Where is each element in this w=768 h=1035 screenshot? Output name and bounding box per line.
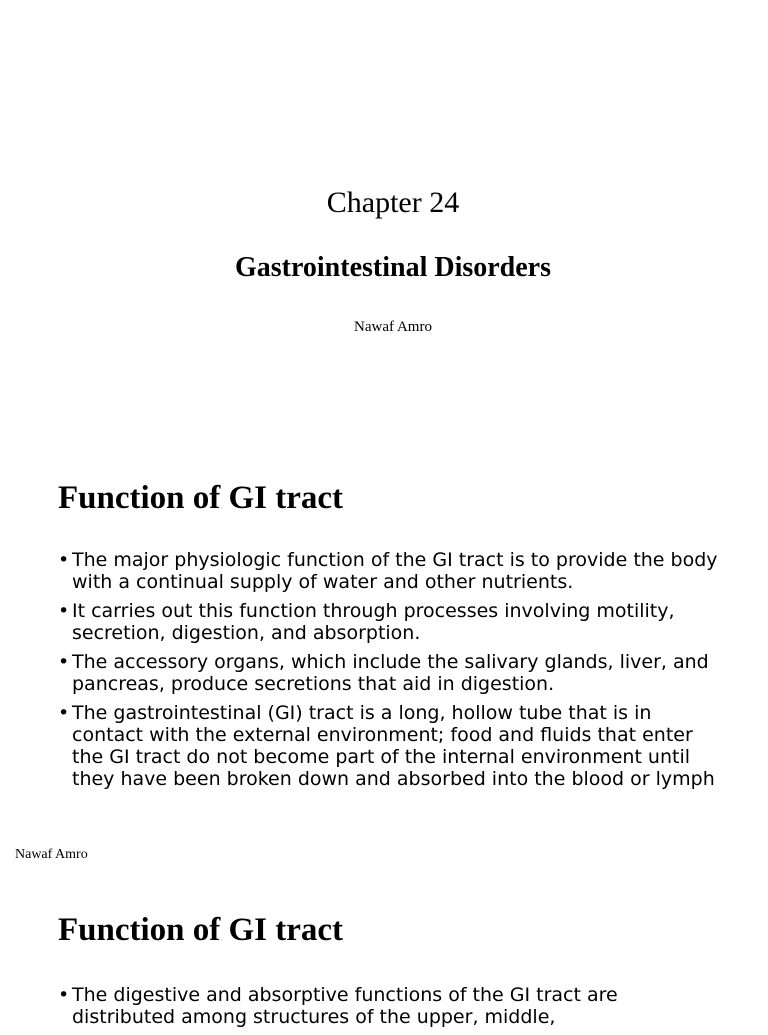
title-slide xyxy=(0,0,768,432)
bullet-marker: • xyxy=(58,651,70,673)
bullet-item xyxy=(58,600,718,644)
chapter-label: Chapter 24 xyxy=(326,186,460,219)
bullet-text: The gastrointestinal (GI) tract is a long, hollow tube that is in contact with the external environment; food and fluids that enter the GI tract do not become part of the internal environment until they have been broken down and absorbed into the blood or lymph xyxy=(72,702,715,790)
bullet-text: The major physiologic function of the GI tract is to provide the body with a continual supply of water and other nutrients. xyxy=(72,549,718,593)
bullet-marker: • xyxy=(58,600,70,622)
content-slide-function-gi-tract-continued xyxy=(0,864,768,1028)
bullet-item xyxy=(58,702,718,790)
bullet-list xyxy=(58,549,718,797)
slide-title: Function of GI tract xyxy=(58,480,344,516)
bullet-marker: • xyxy=(58,984,70,1006)
content-slide-function-gi-tract xyxy=(0,432,768,864)
bullet-text: The accessory organs, which include the salivary glands, liver, and pancreas, produce secretions that aid in digestion. xyxy=(72,651,709,695)
bullet-marker: • xyxy=(58,702,70,724)
bullet-item xyxy=(58,651,718,695)
bullet-marker: • xyxy=(58,549,70,571)
author-name: Nawaf Amro xyxy=(354,319,432,335)
bullet-item xyxy=(58,984,718,1028)
slide-title: Function of GI tract xyxy=(58,912,344,948)
bullet-item xyxy=(58,549,718,593)
bullet-text: It carries out this function through processes involving motility, secretion, digestion, and absorption. xyxy=(72,600,675,644)
bullet-list xyxy=(58,984,718,1035)
chapter-title: Gastrointestinal Disorders xyxy=(234,252,552,283)
slide-footer-author: Nawaf Amro xyxy=(15,847,88,862)
bullet-text: The digestive and absorptive functions of the GI tract are distributed among structures of the upper, middle, xyxy=(72,984,618,1028)
